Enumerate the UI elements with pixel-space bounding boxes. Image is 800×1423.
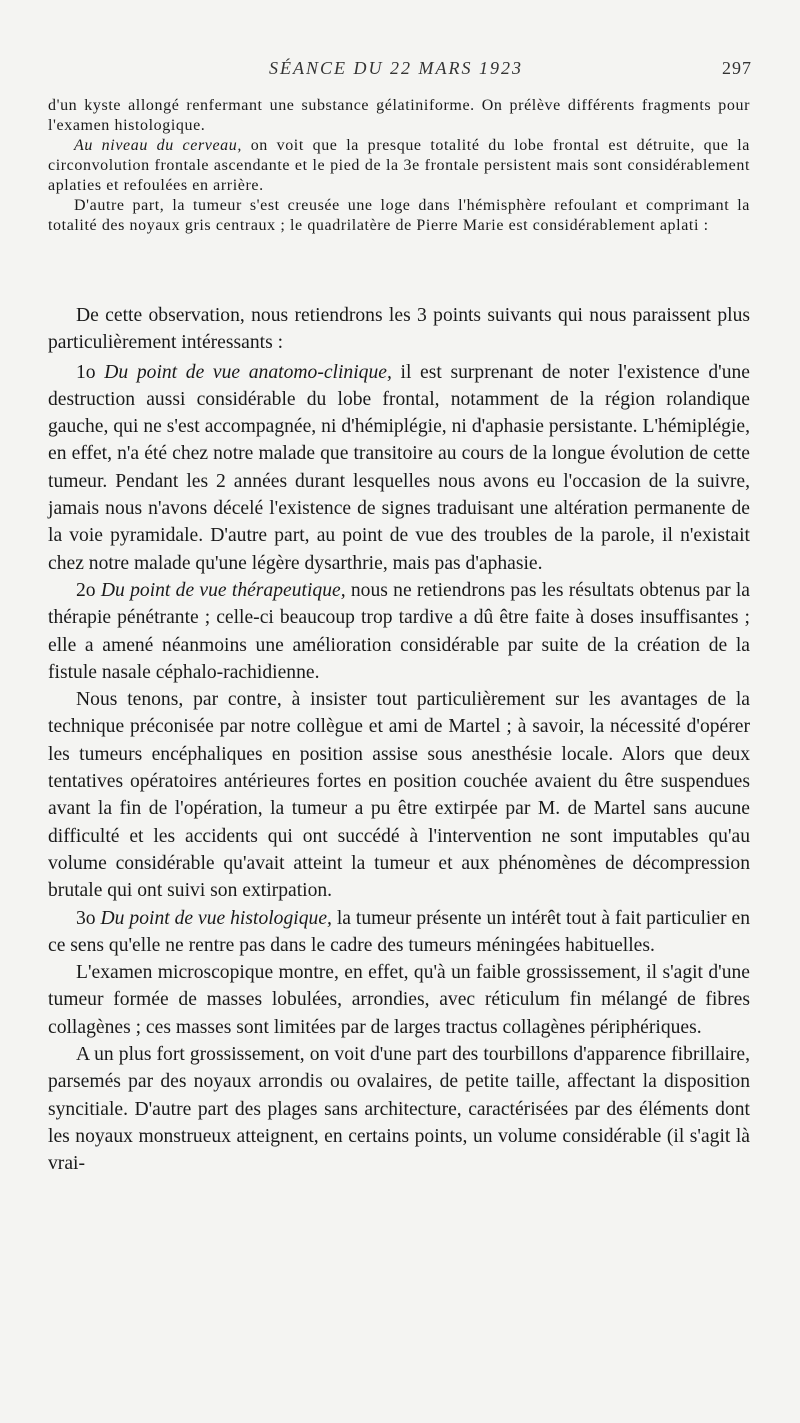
examen-paragraph: L'examen microscopique montre, en effet, qu'à un faible grossissement, il s'agit d'une tumeur formée de masses lobulées, arrondies, avec réticulum fin mélangé de fibres collagènes ; ces masses sont limitées par de larges tractus collagènes périphériques. <box>48 962 750 1038</box>
point-2-lead: Du point de vue thérapeutique, <box>100 579 346 601</box>
fort-grossissement-paragraph: A un plus fort grossissement, on voit d'une part des tourbillons d'apparence fibrillaire, parsemés par des noyaux arrondis ou ovalaires, de petite taille, affectant la disposition syncitiale. D'autre part des plages sans architecture, caractérisées par des éléments dont les noyaux monstrueux atteignent, en certains points, un volume considérable (il s'agit là vrai- <box>48 1044 750 1175</box>
small-paragraph-3: D'autre part, la tumeur s'est creusée une loge dans l'hémisphère refoulant et comprimant la totalité des noyaux gris centraux ; le quadrilatère de Pierre Marie est considérablement aplati : <box>48 197 750 234</box>
tenons-paragraph: Nous tenons, par contre, à insister tout particulièrement sur les avantages de la technique préconisée par notre collègue et ami de Martel ; à savoir, la nécessité d'opérer les tumeurs encéphaliques en position assise sous anesthésie locale. Alors que deux tentatives opératoires antérieures fortes en position couchée avaient du être suspendues avant la fin de l'opération, la tumeur a pu être extirpée par M. de Martel sans aucune difficulté et les accidents qui ont succédé à l'intervention ne sont imputables qu'au volume considérable qu'avait atteint la tumeur et aux phénomènes de décompression brutale qui ont suivi son extirpation. <box>48 689 750 902</box>
point-1-lead: Du point de vue anatomo-clinique, <box>104 361 392 383</box>
intro-paragraph: De cette observation, nous retiendrons les 3 points suivants qui nous paraissent plus particulièrement intéressants : <box>48 305 750 354</box>
small-paragraph-1: d'un kyste allongé renfermant une substance gélatiniforme. On prélève différents fragments pour l'examen histologique. <box>48 97 750 134</box>
point-1-text: il est surprenant de noter l'existence d'une destruction aussi considérable du lobe frontal, notamment de la région rolandique gauche, qui ne s'est accompagnée, ni d'hémiplégie, ni d'aphasie persistante. L'hémiplégie, en effet, n'a été chez notre malade que transitoire au cours de la longue évolution de cette tumeur. Pendant les 2 années durant lesquelles nous avons eu l'occasion de la suivre, jamais nous n'avons décelé l'existence de signes traduisant une altération permanente de la voie pyramidale. D'autre part, au point de vue des troubles de la parole, il n'existait chez notre malade qu'une légère dysarthrie, mais pas d'aphasie. <box>48 361 750 574</box>
small-paragraph-2 <box>48 136 750 196</box>
running-title: SÉANCE DU 22 MARS 1923 <box>269 58 523 78</box>
small-paragraph-2-lead: Au niveau du cerveau, <box>74 137 242 154</box>
point-3-text: la tumeur présente un intérêt tout à fait particulier en ce sens qu'elle ne rentre pas dans le cadre des tumeurs méningées habituelles. <box>48 907 751 956</box>
point-2-paragraph <box>48 577 750 686</box>
point-3-number: 3o <box>76 907 101 929</box>
page-number: 297 <box>722 58 752 78</box>
main-text <box>48 302 750 1178</box>
point-3-paragraph <box>48 905 750 960</box>
page-header <box>40 58 752 84</box>
point-3-lead: Du point de vue histologique, <box>100 907 332 929</box>
point-1-paragraph <box>48 359 750 577</box>
small-paragraph-2-rest: on voit que la presque totalité du lobe frontal est détruite, que la circonvolution frontale ascendante et le pied de la 3e frontale persistent mais sont considérablement aplaties et refoulées en arrière. <box>48 137 750 194</box>
small-print-section <box>48 96 750 236</box>
point-2-text: nous ne retiendrons pas les résultats obtenus par la thérapie pénétrante ; celle-ci beaucoup trop tardive a dû être faite à doses insuffisantes ; elle a amené néanmoins une amélioration considérable par suite de la création de la fistule nasale céphalo-rachidienne. <box>48 579 751 683</box>
point-2-number: 2o <box>76 579 101 601</box>
point-1-number: 1o <box>76 361 105 383</box>
